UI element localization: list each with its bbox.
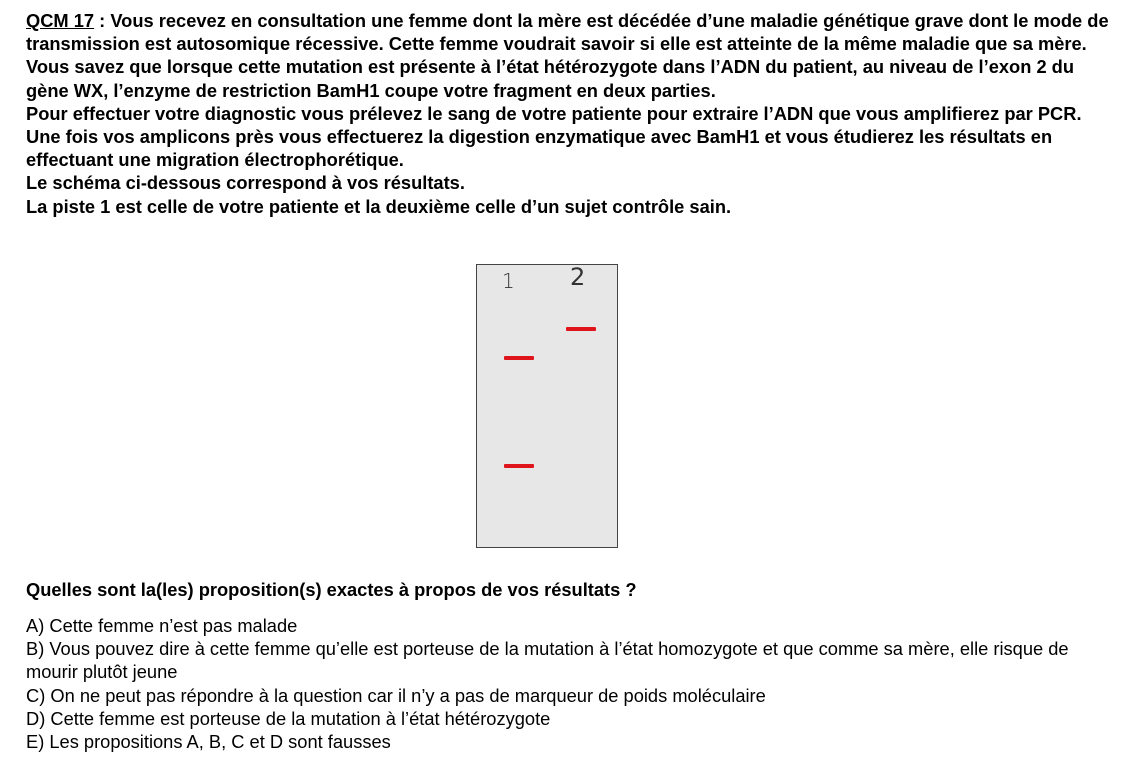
stem-paragraph-4: La piste 1 est celle de votre patiente et la deuxième celle d’un sujet contrôle sain.	[26, 195, 732, 217]
option-e: E) Les propositions A, B, C et D sont fausses	[26, 731, 391, 753]
qcm-number: QCM 17	[26, 10, 95, 31]
gel-band-lane-2-3	[566, 327, 596, 331]
option-a: A) Cette femme n’est pas malade	[26, 615, 298, 636]
stem-paragraph-3: Le schéma ci-dessous correspond à vos résultats.	[26, 172, 465, 194]
gel-band-lane-1-2	[504, 464, 534, 468]
stem-intro-text: : Vous recevez en consultation une femme dont la mère est décédée d’une maladie génétique grave dont le mode de transmission est autosomique récessive. Cette femme voudrait savoir si elle est atteinte de la même maladie que sa mère. Vous savez que lorsque cette mutation est présente à l’état hétérozygote dans l’ADN du patient, au niveau de l’exon 2 du gène WX, l’enzyme de restriction BamH1 coupe votre fragment en deux parties.	[26, 10, 1109, 101]
gel-band-lane-1-1	[504, 356, 534, 360]
electrophoresis-gel	[476, 264, 618, 548]
lane-1-label: 1	[502, 269, 515, 293]
question-prompt: Quelles sont la(les) proposition(s) exactes à propos de vos résultats ?	[26, 579, 637, 600]
answer-options	[26, 614, 1116, 753]
option-d: D) Cette femme est porteuse de la mutation à l’état hétérozygote	[26, 707, 551, 729]
option-b: B) Vous pouvez dire à cette femme qu’elle est porteuse de la mutation à l’état homozygote et que comme sa mère, elle risque de mourir plutôt jeune	[26, 638, 1069, 683]
stem-paragraph-2: Pour effectuer votre diagnostic vous prélevez le sang de votre patiente pour extraire l’ADN que vous amplifierez par PCR. Une fois vos amplicons près vous effectuerez la digestion enzymatique avec BamH1 et vous étudierez les résultats en effectuant une migration électrophorétique.	[26, 102, 1082, 171]
stem-paragraph-1	[26, 9, 1116, 102]
option-c: C) On ne peut pas répondre à la question car il n’y a pas de marqueur de poids moléculaire	[26, 684, 766, 706]
question-stem	[26, 9, 1116, 218]
lane-2-label: 2	[570, 263, 586, 291]
